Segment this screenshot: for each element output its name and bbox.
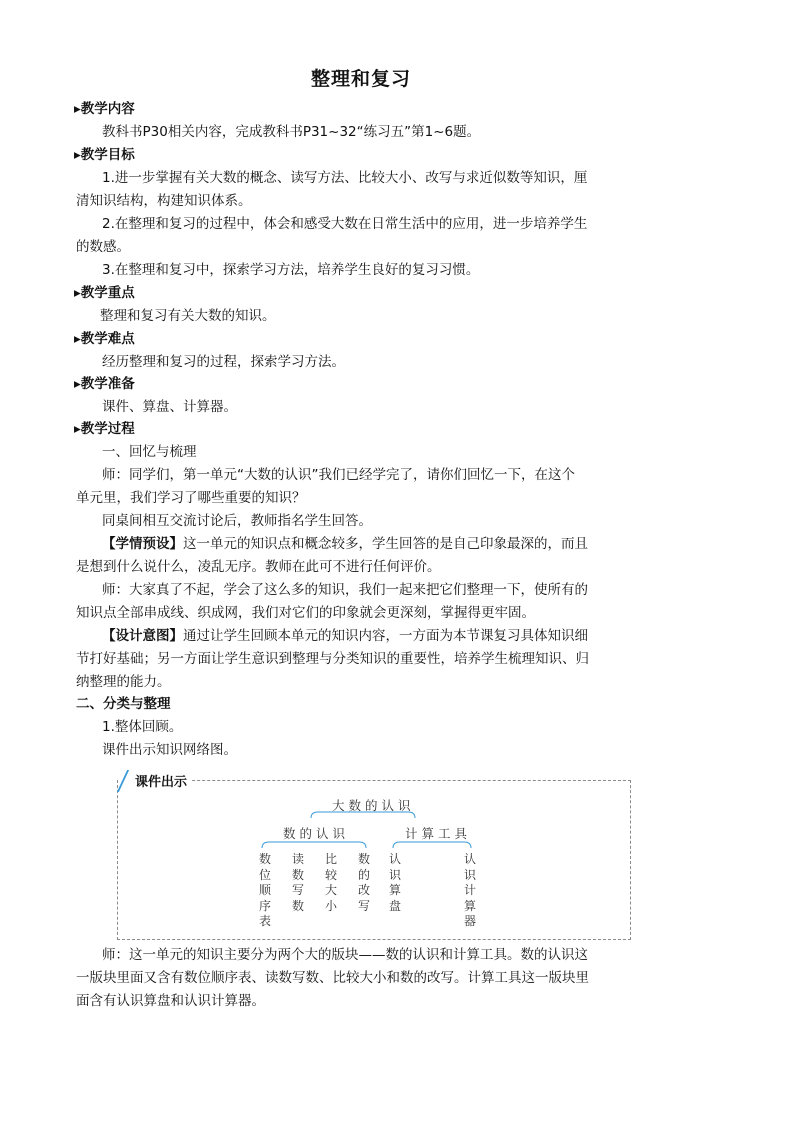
process-step-1-title: 一、回忆与梳理 [102,444,197,460]
map-branch-tools: 计算工具 [405,826,472,841]
map-root: 大数的认识 [332,798,415,813]
map-branch-number: 数的认识 [283,826,350,841]
page-title: 整理和复习 [310,68,411,90]
heading-key-point: ▸教学重点 [74,285,135,301]
section-2-item-1: 1.整体回顾。 [102,719,183,735]
content-text: 教科书P30相关内容，完成教科书P31~32“练习五”第1~6题。 [102,124,481,140]
map-leaf: 认识计算器 [463,852,476,928]
preparation-text: 课件、算盘、计算器。 [102,399,237,415]
goal-1-line-2: 清知识结构，构建知识体系。 [76,193,252,209]
preset-line-b: 是想到什么说什么，凌乱无序。教师在此可不进行任何评价。 [76,559,441,575]
section-2-title: 二、分类与整理 [76,696,171,712]
courseware-label: 课件出示 [118,770,191,792]
design-line-b: 节打好基础；另一方面让学生意识到整理与分类知识的重要性，培养学生梳理知识、归 [76,651,589,667]
summary-line-2: 一版块里面又含有数位顺序表、读数写数、比较大小和数的改写。计算工具这一版块里 [76,970,589,986]
goal-3: 3.在整理和复习中，探索学习方法，培养学生良好的复习习惯。 [102,262,480,278]
map-leaf: 读数写数 [291,852,304,913]
heading-process: ▸教学过程 [74,421,135,437]
teacher-line-2a: 师：大家真了不起，学会了这么多的知识，我们一起来把它们整理一下，使所有的 [102,582,588,598]
preset-line-a: 【学情预设】这一单元的知识点和概念较多，学生回答的是自己印象最深的，而且 [102,536,588,552]
accent-slash-icon [117,770,136,792]
teacher-line-2b: 知识点全部串成线、织成网，我们对它们的印象就会更深刻，掌握得更牢固。 [76,605,535,621]
map-leaf: 数位顺序表 [258,852,271,928]
summary-line-1: 师：这一单元的知识主要分为两个大的版块——数的认识和计算工具。数的认识这 [102,947,588,963]
difficulty-text: 经历整理和复习的过程，探索学习方法。 [102,354,345,370]
heading-preparation: ▸教学准备 [74,376,135,392]
teacher-line-1b: 单元里，我们学习了哪些重要的知识？ [76,490,306,506]
preset-tag: 【学情预设】 [102,536,183,552]
map-leaf: 认识算盘 [388,852,401,913]
discussion-line: 同桌间相互交流讨论后，教师指名学生回答。 [102,513,372,529]
key-point-text: 整理和复习有关大数的知识。 [100,308,276,324]
map-leaf: 数的改写 [357,852,370,913]
heading-teaching-goals: ▸教学目标 [74,147,135,163]
heading-difficulty: ▸教学难点 [74,331,135,347]
goal-2-line-2: 的数感。 [76,239,130,255]
summary-line-3: 面含有认识算盘和认识计算器。 [76,993,265,1009]
section-2-item-2: 课件出示知识网络图。 [102,742,237,758]
bullet-marker: ▸ [74,101,81,117]
map-leaf: 比较大小 [324,852,337,913]
heading-teaching-content: ▸教学内容 [74,101,135,117]
teacher-line-1a: 师：同学们，第一单元“大数的认识”我们已经学完了，请你们回忆一下，在这个 [102,467,575,483]
goal-1-line-1: 1.进一步掌握有关大数的概念、读写方法、比较大小、改写与求近似数等知识，厘 [102,170,588,186]
design-tag: 【设计意图】 [102,628,183,644]
design-line-a: 【设计意图】通过让学生回顾本单元的知识内容，一方面为本节课复习具体知识细 [102,628,588,644]
design-line-c: 纳整理的能力。 [76,674,171,690]
goal-2-line-1: 2.在整理和复习的过程中，体会和感受大数在日常生活中的应用，进一步培养学生 [102,216,588,232]
